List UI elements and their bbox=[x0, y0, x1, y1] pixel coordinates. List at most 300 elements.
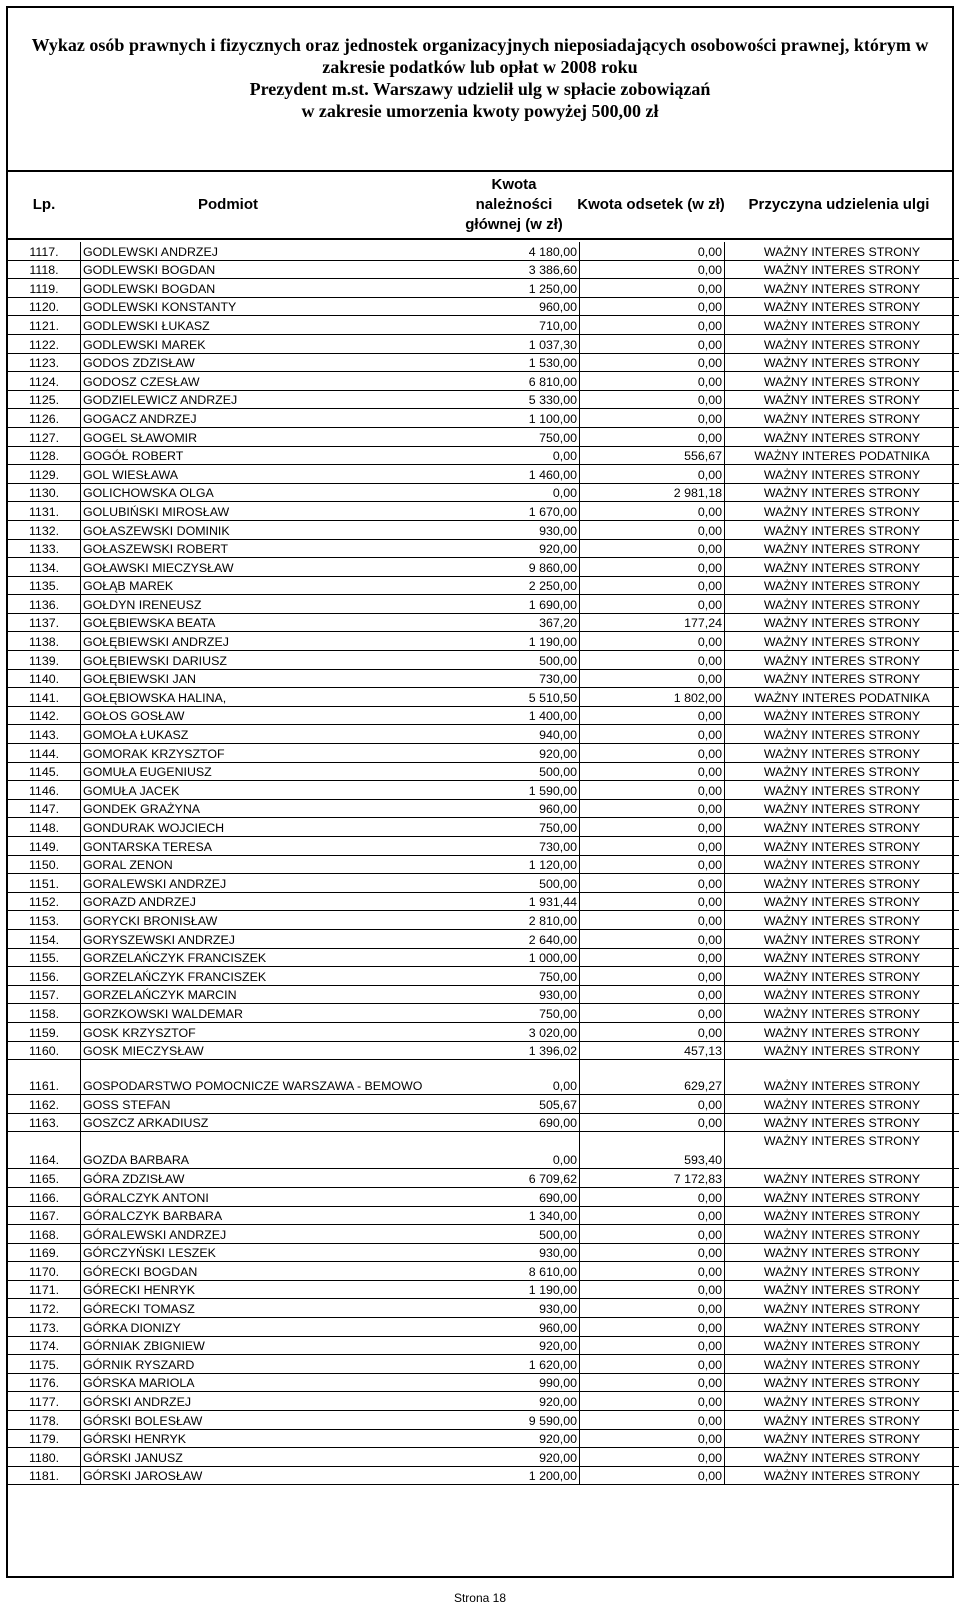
row-lp: 1135. bbox=[8, 576, 81, 595]
row-kwota-odsetek: 177,24 bbox=[580, 613, 725, 632]
table-row bbox=[8, 1355, 959, 1374]
row-kwota-odsetek: 556,67 bbox=[580, 446, 725, 465]
table-row bbox=[8, 1225, 959, 1244]
header-przyczyna: Przyczyna udzielenia ulgi bbox=[748, 196, 930, 213]
row-podmiot: GORZELAŃCZYK FRANCISZEK bbox=[81, 948, 460, 967]
row-kwota-odsetek: 1 802,00 bbox=[580, 688, 725, 707]
row-przyczyna: WAŻNY INTERES STRONY bbox=[725, 1132, 960, 1169]
table-row bbox=[8, 1262, 959, 1281]
row-kwota-glowna: 2 250,00 bbox=[459, 576, 580, 595]
row-lp: 1134. bbox=[8, 558, 81, 577]
row-kwota-glowna: 9 860,00 bbox=[459, 558, 580, 577]
row-kwota-glowna: 0,00 bbox=[459, 483, 580, 502]
row-kwota-odsetek: 0,00 bbox=[580, 390, 725, 409]
row-przyczyna: WAŻNY INTERES STRONY bbox=[725, 818, 960, 837]
row-kwota-odsetek: 0,00 bbox=[580, 1411, 725, 1430]
row-przyczyna: WAŻNY INTERES STRONY bbox=[725, 390, 960, 409]
table-row bbox=[8, 353, 959, 372]
row-przyczyna: WAŻNY INTERES STRONY bbox=[725, 539, 960, 558]
table-row bbox=[8, 427, 959, 446]
row-lp: 1153. bbox=[8, 911, 81, 930]
row-podmiot: GONTARSKA TERESA bbox=[81, 837, 460, 856]
row-lp: 1162. bbox=[8, 1095, 81, 1114]
row-kwota-odsetek: 0,00 bbox=[580, 706, 725, 725]
row-kwota-odsetek: 457,13 bbox=[580, 1041, 725, 1060]
table-row bbox=[8, 242, 959, 260]
row-kwota-odsetek: 0,00 bbox=[580, 334, 725, 353]
row-kwota-glowna: 0,00 bbox=[459, 1132, 580, 1169]
row-kwota-odsetek: 0,00 bbox=[580, 465, 725, 484]
row-przyczyna: WAŻNY INTERES STRONY bbox=[725, 1095, 960, 1114]
row-kwota-glowna: 930,00 bbox=[459, 1299, 580, 1318]
title-line: Prezydent m.st. Warszawy udzielił ulg w spłacie zobowiązań bbox=[249, 79, 711, 99]
row-kwota-odsetek: 0,00 bbox=[580, 502, 725, 521]
row-podmiot: GOMUŁA JACEK bbox=[81, 781, 460, 800]
header-podmiot: Podmiot bbox=[198, 196, 258, 213]
table-row bbox=[8, 465, 959, 484]
row-podmiot: GORZKOWSKI WALDEMAR bbox=[81, 1004, 460, 1023]
table-row bbox=[8, 818, 959, 837]
row-lp: 1148. bbox=[8, 818, 81, 837]
row-kwota-odsetek: 0,00 bbox=[580, 1466, 725, 1485]
row-lp: 1124. bbox=[8, 372, 81, 391]
row-przyczyna: WAŻNY INTERES STRONY bbox=[725, 1466, 960, 1485]
table-row bbox=[8, 539, 959, 558]
table-row bbox=[8, 390, 959, 409]
table-row bbox=[8, 1113, 959, 1132]
row-kwota-glowna: 920,00 bbox=[459, 1336, 580, 1355]
row-lp: 1117. bbox=[8, 242, 81, 260]
row-kwota-odsetek: 0,00 bbox=[580, 353, 725, 372]
row-podmiot: GOL WIESŁAWA bbox=[81, 465, 460, 484]
row-podmiot: GOŁOS GOSŁAW bbox=[81, 706, 460, 725]
row-lp: 1149. bbox=[8, 837, 81, 856]
row-podmiot: GÓRECKI HENRYK bbox=[81, 1280, 460, 1299]
table-row bbox=[8, 1411, 959, 1430]
row-przyczyna: WAŻNY INTERES STRONY bbox=[725, 744, 960, 763]
row-kwota-glowna: 990,00 bbox=[459, 1373, 580, 1392]
row-kwota-odsetek: 0,00 bbox=[580, 539, 725, 558]
row-kwota-odsetek: 0,00 bbox=[580, 242, 725, 260]
row-kwota-odsetek: 0,00 bbox=[580, 799, 725, 818]
row-kwota-odsetek: 0,00 bbox=[580, 725, 725, 744]
row-podmiot: GÓRSKI BOLESŁAW bbox=[81, 1411, 460, 1430]
row-kwota-glowna: 1 000,00 bbox=[459, 948, 580, 967]
table-row bbox=[8, 688, 959, 707]
row-kwota-glowna: 1 250,00 bbox=[459, 279, 580, 298]
row-przyczyna: WAŻNY INTERES STRONY bbox=[725, 1299, 960, 1318]
row-kwota-glowna: 8 610,00 bbox=[459, 1262, 580, 1281]
row-przyczyna: WAŻNY INTERES STRONY bbox=[725, 669, 960, 688]
row-kwota-odsetek: 0,00 bbox=[580, 1113, 725, 1132]
row-przyczyna: WAŻNY INTERES STRONY bbox=[725, 781, 960, 800]
row-kwota-glowna: 6 709,62 bbox=[459, 1169, 580, 1188]
row-lp: 1181. bbox=[8, 1466, 81, 1485]
table-row bbox=[8, 1060, 959, 1095]
table-row bbox=[8, 558, 959, 577]
row-lp: 1180. bbox=[8, 1448, 81, 1467]
table-row bbox=[8, 1095, 959, 1114]
row-podmiot: GÓRALCZYK BARBARA bbox=[81, 1206, 460, 1225]
row-podmiot: GOGÓŁ ROBERT bbox=[81, 446, 460, 465]
row-przyczyna: WAŻNY INTERES STRONY bbox=[725, 911, 960, 930]
row-przyczyna: WAŻNY INTERES STRONY bbox=[725, 576, 960, 595]
row-kwota-odsetek: 0,00 bbox=[580, 1004, 725, 1023]
row-lp: 1176. bbox=[8, 1373, 81, 1392]
row-przyczyna: WAŻNY INTERES STRONY bbox=[725, 242, 960, 260]
table-row bbox=[8, 1392, 959, 1411]
row-podmiot: GODLEWSKI KONSTANTY bbox=[81, 297, 460, 316]
row-przyczyna: WAŻNY INTERES STRONY bbox=[725, 1225, 960, 1244]
row-lp: 1151. bbox=[8, 874, 81, 893]
table-row bbox=[8, 874, 959, 893]
row-przyczyna: WAŻNY INTERES STRONY bbox=[725, 1373, 960, 1392]
row-lp: 1177. bbox=[8, 1392, 81, 1411]
row-lp: 1178. bbox=[8, 1411, 81, 1430]
row-podmiot: GÓRA ZDZISŁAW bbox=[81, 1169, 460, 1188]
row-kwota-odsetek: 0,00 bbox=[580, 855, 725, 874]
table-row bbox=[8, 279, 959, 298]
table-row bbox=[8, 669, 959, 688]
row-kwota-odsetek: 0,00 bbox=[580, 781, 725, 800]
row-kwota-glowna: 3 020,00 bbox=[459, 1022, 580, 1041]
row-kwota-glowna: 4 180,00 bbox=[459, 242, 580, 260]
row-lp: 1126. bbox=[8, 409, 81, 428]
row-lp: 1138. bbox=[8, 632, 81, 651]
row-kwota-odsetek: 0,00 bbox=[580, 929, 725, 948]
row-kwota-glowna: 3 386,60 bbox=[459, 260, 580, 279]
row-lp: 1161. bbox=[8, 1060, 81, 1095]
header-divider bbox=[6, 238, 954, 240]
table-row bbox=[8, 483, 959, 502]
row-podmiot: GORYCKI BRONISŁAW bbox=[81, 911, 460, 930]
row-lp: 1142. bbox=[8, 706, 81, 725]
row-kwota-odsetek: 0,00 bbox=[580, 279, 725, 298]
row-lp: 1125. bbox=[8, 390, 81, 409]
row-przyczyna: WAŻNY INTERES STRONY bbox=[725, 929, 960, 948]
row-podmiot: GÓRECKI TOMASZ bbox=[81, 1299, 460, 1318]
row-kwota-odsetek: 0,00 bbox=[580, 762, 725, 781]
row-podmiot: GÓRALEWSKI ANDRZEJ bbox=[81, 1225, 460, 1244]
row-kwota-odsetek: 0,00 bbox=[580, 948, 725, 967]
row-podmiot: GORYSZEWSKI ANDRZEJ bbox=[81, 929, 460, 948]
row-podmiot: GÓRSKI JAROSŁAW bbox=[81, 1466, 460, 1485]
table-row bbox=[8, 576, 959, 595]
row-kwota-glowna: 920,00 bbox=[459, 539, 580, 558]
row-podmiot: GORAL ZENON bbox=[81, 855, 460, 874]
row-podmiot: GOMORAK KRZYSZTOF bbox=[81, 744, 460, 763]
row-podmiot: GÓRSKA MARIOLA bbox=[81, 1373, 460, 1392]
row-kwota-glowna: 1 590,00 bbox=[459, 781, 580, 800]
row-przyczyna: WAŻNY INTERES STRONY bbox=[725, 1355, 960, 1374]
row-lp: 1163. bbox=[8, 1113, 81, 1132]
row-kwota-odsetek: 0,00 bbox=[580, 1336, 725, 1355]
row-lp: 1160. bbox=[8, 1041, 81, 1060]
table-row bbox=[8, 1429, 959, 1448]
row-przyczyna: WAŻNY INTERES STRONY bbox=[725, 279, 960, 298]
row-kwota-odsetek: 0,00 bbox=[580, 1243, 725, 1262]
row-kwota-glowna: 750,00 bbox=[459, 818, 580, 837]
row-lp: 1120. bbox=[8, 297, 81, 316]
row-kwota-odsetek: 0,00 bbox=[580, 1206, 725, 1225]
row-podmiot: GOZDA BARBARA bbox=[81, 1132, 460, 1169]
table-row bbox=[8, 372, 959, 391]
row-kwota-glowna: 1 200,00 bbox=[459, 1466, 580, 1485]
row-przyczyna: WAŻNY INTERES STRONY bbox=[725, 613, 960, 632]
table-row bbox=[8, 1299, 959, 1318]
row-podmiot: GÓRKA DIONIZY bbox=[81, 1318, 460, 1337]
row-przyczyna: WAŻNY INTERES STRONY bbox=[725, 372, 960, 391]
row-kwota-odsetek: 0,00 bbox=[580, 1262, 725, 1281]
table-row bbox=[8, 837, 959, 856]
table-row bbox=[8, 744, 959, 763]
row-przyczyna: WAŻNY INTERES STRONY bbox=[725, 1113, 960, 1132]
row-kwota-glowna: 960,00 bbox=[459, 297, 580, 316]
row-kwota-odsetek: 0,00 bbox=[580, 1280, 725, 1299]
row-kwota-odsetek: 2 981,18 bbox=[580, 483, 725, 502]
table-row bbox=[8, 651, 959, 670]
row-kwota-odsetek: 0,00 bbox=[580, 911, 725, 930]
row-kwota-glowna: 6 810,00 bbox=[459, 372, 580, 391]
row-lp: 1158. bbox=[8, 1004, 81, 1023]
row-kwota-glowna: 5 330,00 bbox=[459, 390, 580, 409]
row-lp: 1132. bbox=[8, 520, 81, 539]
row-podmiot: GÓRECKI BOGDAN bbox=[81, 1262, 460, 1281]
row-kwota-odsetek: 0,00 bbox=[580, 1373, 725, 1392]
row-kwota-glowna: 690,00 bbox=[459, 1187, 580, 1206]
row-przyczyna: WAŻNY INTERES STRONY bbox=[725, 948, 960, 967]
row-podmiot: GOŁDYN IRENEUSZ bbox=[81, 595, 460, 614]
row-lp: 1179. bbox=[8, 1429, 81, 1448]
row-przyczyna: WAŻNY INTERES STRONY bbox=[725, 1206, 960, 1225]
row-kwota-odsetek: 0,00 bbox=[580, 576, 725, 595]
row-przyczyna: WAŻNY INTERES STRONY bbox=[725, 855, 960, 874]
row-lp: 1169. bbox=[8, 1243, 81, 1262]
table-row bbox=[8, 297, 959, 316]
row-lp: 1121. bbox=[8, 316, 81, 335]
table-row bbox=[8, 781, 959, 800]
row-podmiot: GOŁĘBIOWSKA HALINA, bbox=[81, 688, 460, 707]
row-podmiot: GOŁAWSKI MIECZYSŁAW bbox=[81, 558, 460, 577]
row-lp: 1147. bbox=[8, 799, 81, 818]
row-kwota-glowna: 1 100,00 bbox=[459, 409, 580, 428]
row-lp: 1127. bbox=[8, 427, 81, 446]
row-kwota-odsetek: 0,00 bbox=[580, 558, 725, 577]
row-przyczyna: WAŻNY INTERES STRONY bbox=[725, 1429, 960, 1448]
table-row bbox=[8, 613, 959, 632]
table-row bbox=[8, 446, 959, 465]
row-podmiot: GOSK KRZYSZTOF bbox=[81, 1022, 460, 1041]
row-podmiot: GÓRNIAK ZBIGNIEW bbox=[81, 1336, 460, 1355]
row-kwota-odsetek: 0,00 bbox=[580, 409, 725, 428]
header-kwota-glowna: Kwota należności głównej (w zł) bbox=[465, 176, 563, 233]
table-row bbox=[8, 632, 959, 651]
row-kwota-glowna: 0,00 bbox=[459, 446, 580, 465]
row-podmiot: GORZELAŃCZYK MARCIN bbox=[81, 985, 460, 1004]
row-podmiot: GOŁĘBIEWSKI JAN bbox=[81, 669, 460, 688]
row-podmiot: GÓRNIK RYSZARD bbox=[81, 1355, 460, 1374]
row-lp: 1159. bbox=[8, 1022, 81, 1041]
table-row bbox=[8, 892, 959, 911]
table-row bbox=[8, 1132, 959, 1169]
row-przyczyna: WAŻNY INTERES STRONY bbox=[725, 1336, 960, 1355]
title-line: Wykaz osób prawnych i fizycznych oraz jednostek organizacyjnych nieposiadających osobowości prawnej, którym w bbox=[31, 35, 929, 55]
row-kwota-glowna: 920,00 bbox=[459, 1448, 580, 1467]
row-podmiot: GÓRSKI JANUSZ bbox=[81, 1448, 460, 1467]
row-lp: 1129. bbox=[8, 465, 81, 484]
row-lp: 1150. bbox=[8, 855, 81, 874]
row-kwota-glowna: 1 530,00 bbox=[459, 353, 580, 372]
row-kwota-glowna: 1 037,30 bbox=[459, 334, 580, 353]
row-lp: 1165. bbox=[8, 1169, 81, 1188]
row-lp: 1157. bbox=[8, 985, 81, 1004]
row-kwota-glowna: 940,00 bbox=[459, 725, 580, 744]
row-kwota-glowna: 1 690,00 bbox=[459, 595, 580, 614]
table-row bbox=[8, 1041, 959, 1060]
row-podmiot: GORAZD ANDRZEJ bbox=[81, 892, 460, 911]
row-podmiot: GOLUBIŃSKI MIROSŁAW bbox=[81, 502, 460, 521]
row-lp: 1154. bbox=[8, 929, 81, 948]
table-row bbox=[8, 855, 959, 874]
row-kwota-odsetek: 0,00 bbox=[580, 1448, 725, 1467]
table-row bbox=[8, 409, 959, 428]
table-row bbox=[8, 706, 959, 725]
row-przyczyna: WAŻNY INTERES STRONY bbox=[725, 334, 960, 353]
row-podmiot: GOŁASZEWSKI DOMINIK bbox=[81, 520, 460, 539]
row-podmiot: GOGACZ ANDRZEJ bbox=[81, 409, 460, 428]
row-podmiot: GOŁĘBIEWSKI DARIUSZ bbox=[81, 651, 460, 670]
row-przyczyna: WAŻNY INTERES STRONY bbox=[725, 706, 960, 725]
table-row bbox=[8, 1206, 959, 1225]
row-przyczyna: WAŻNY INTERES STRONY bbox=[725, 502, 960, 521]
row-przyczyna: WAŻNY INTERES PODATNIKA bbox=[725, 446, 960, 465]
row-przyczyna: WAŻNY INTERES STRONY bbox=[725, 465, 960, 484]
row-kwota-odsetek: 0,00 bbox=[580, 837, 725, 856]
row-lp: 1172. bbox=[8, 1299, 81, 1318]
row-przyczyna: WAŻNY INTERES STRONY bbox=[725, 1318, 960, 1337]
row-kwota-glowna: 1 460,00 bbox=[459, 465, 580, 484]
table-row bbox=[8, 799, 959, 818]
row-kwota-glowna: 750,00 bbox=[459, 967, 580, 986]
row-przyczyna: WAŻNY INTERES STRONY bbox=[725, 1169, 960, 1188]
row-przyczyna: WAŻNY INTERES STRONY bbox=[725, 558, 960, 577]
row-lp: 1166. bbox=[8, 1187, 81, 1206]
row-podmiot: GODLEWSKI MAREK bbox=[81, 334, 460, 353]
table-row bbox=[8, 1280, 959, 1299]
row-kwota-glowna: 1 670,00 bbox=[459, 502, 580, 521]
row-przyczyna: WAŻNY INTERES STRONY bbox=[725, 1243, 960, 1262]
row-przyczyna: WAŻNY INTERES STRONY bbox=[725, 725, 960, 744]
row-przyczyna: WAŻNY INTERES STRONY bbox=[725, 316, 960, 335]
row-lp: 1143. bbox=[8, 725, 81, 744]
row-kwota-odsetek: 0,00 bbox=[580, 1225, 725, 1244]
row-lp: 1136. bbox=[8, 595, 81, 614]
row-lp: 1139. bbox=[8, 651, 81, 670]
row-podmiot: GÓRSKI ANDRZEJ bbox=[81, 1392, 460, 1411]
row-kwota-odsetek: 593,40 bbox=[580, 1132, 725, 1169]
row-kwota-glowna: 1 190,00 bbox=[459, 1280, 580, 1299]
row-lp: 1123. bbox=[8, 353, 81, 372]
row-kwota-odsetek: 0,00 bbox=[580, 316, 725, 335]
row-kwota-glowna: 930,00 bbox=[459, 520, 580, 539]
row-lp: 1144. bbox=[8, 744, 81, 763]
header-kwota-odsetek: Kwota odsetek (w zł) bbox=[577, 196, 725, 213]
row-przyczyna: WAŻNY INTERES STRONY bbox=[725, 520, 960, 539]
row-lp: 1170. bbox=[8, 1262, 81, 1281]
row-przyczyna: WAŻNY INTERES STRONY bbox=[725, 1022, 960, 1041]
row-kwota-glowna: 920,00 bbox=[459, 744, 580, 763]
row-kwota-odsetek: 0,00 bbox=[580, 818, 725, 837]
records-table bbox=[8, 242, 959, 1485]
row-lp: 1171. bbox=[8, 1280, 81, 1299]
row-przyczyna: WAŻNY INTERES STRONY bbox=[725, 1411, 960, 1430]
row-kwota-glowna: 2 640,00 bbox=[459, 929, 580, 948]
row-kwota-glowna: 2 810,00 bbox=[459, 911, 580, 930]
row-podmiot: GOŁĄB MAREK bbox=[81, 576, 460, 595]
row-kwota-odsetek: 0,00 bbox=[580, 520, 725, 539]
row-lp: 1131. bbox=[8, 502, 81, 521]
row-przyczyna: WAŻNY INTERES STRONY bbox=[725, 1448, 960, 1467]
row-kwota-odsetek: 0,00 bbox=[580, 595, 725, 614]
row-podmiot: GOLICHOWSKA OLGA bbox=[81, 483, 460, 502]
table-row bbox=[8, 1169, 959, 1188]
row-lp: 1164. bbox=[8, 1132, 81, 1169]
row-podmiot: GORALEWSKI ANDRZEJ bbox=[81, 874, 460, 893]
row-kwota-odsetek: 0,00 bbox=[580, 1429, 725, 1448]
row-lp: 1168. bbox=[8, 1225, 81, 1244]
row-lp: 1155. bbox=[8, 948, 81, 967]
row-kwota-glowna: 920,00 bbox=[459, 1392, 580, 1411]
row-kwota-glowna: 367,20 bbox=[459, 613, 580, 632]
row-przyczyna: WAŻNY INTERES PODATNIKA bbox=[725, 688, 960, 707]
table-row bbox=[8, 1448, 959, 1467]
row-kwota-odsetek: 629,27 bbox=[580, 1060, 725, 1095]
row-przyczyna: WAŻNY INTERES STRONY bbox=[725, 1041, 960, 1060]
row-kwota-odsetek: 0,00 bbox=[580, 651, 725, 670]
row-kwota-odsetek: 0,00 bbox=[580, 985, 725, 1004]
row-kwota-glowna: 500,00 bbox=[459, 651, 580, 670]
table-row bbox=[8, 911, 959, 930]
row-lp: 1152. bbox=[8, 892, 81, 911]
row-kwota-glowna: 5 510,50 bbox=[459, 688, 580, 707]
row-kwota-odsetek: 0,00 bbox=[580, 744, 725, 763]
table-row bbox=[8, 1466, 959, 1485]
row-kwota-glowna: 930,00 bbox=[459, 985, 580, 1004]
row-kwota-glowna: 750,00 bbox=[459, 1004, 580, 1023]
row-przyczyna: WAŻNY INTERES STRONY bbox=[725, 297, 960, 316]
row-kwota-glowna: 500,00 bbox=[459, 762, 580, 781]
row-podmiot: GOGEL SŁAWOMIR bbox=[81, 427, 460, 446]
row-kwota-glowna: 920,00 bbox=[459, 1429, 580, 1448]
row-kwota-glowna: 9 590,00 bbox=[459, 1411, 580, 1430]
table-row bbox=[8, 1243, 959, 1262]
row-lp: 1174. bbox=[8, 1336, 81, 1355]
row-kwota-glowna: 1 190,00 bbox=[459, 632, 580, 651]
row-przyczyna: WAŻNY INTERES STRONY bbox=[725, 892, 960, 911]
row-kwota-glowna: 500,00 bbox=[459, 874, 580, 893]
row-lp: 1145. bbox=[8, 762, 81, 781]
row-podmiot: GOSK MIECZYSŁAW bbox=[81, 1041, 460, 1060]
row-kwota-glowna: 500,00 bbox=[459, 1225, 580, 1244]
row-przyczyna: WAŻNY INTERES STRONY bbox=[725, 1004, 960, 1023]
row-kwota-glowna: 730,00 bbox=[459, 837, 580, 856]
row-kwota-odsetek: 0,00 bbox=[580, 967, 725, 986]
row-kwota-odsetek: 0,00 bbox=[580, 892, 725, 911]
row-kwota-glowna: 690,00 bbox=[459, 1113, 580, 1132]
row-lp: 1175. bbox=[8, 1355, 81, 1374]
row-kwota-odsetek: 0,00 bbox=[580, 1318, 725, 1337]
row-kwota-odsetek: 0,00 bbox=[580, 260, 725, 279]
